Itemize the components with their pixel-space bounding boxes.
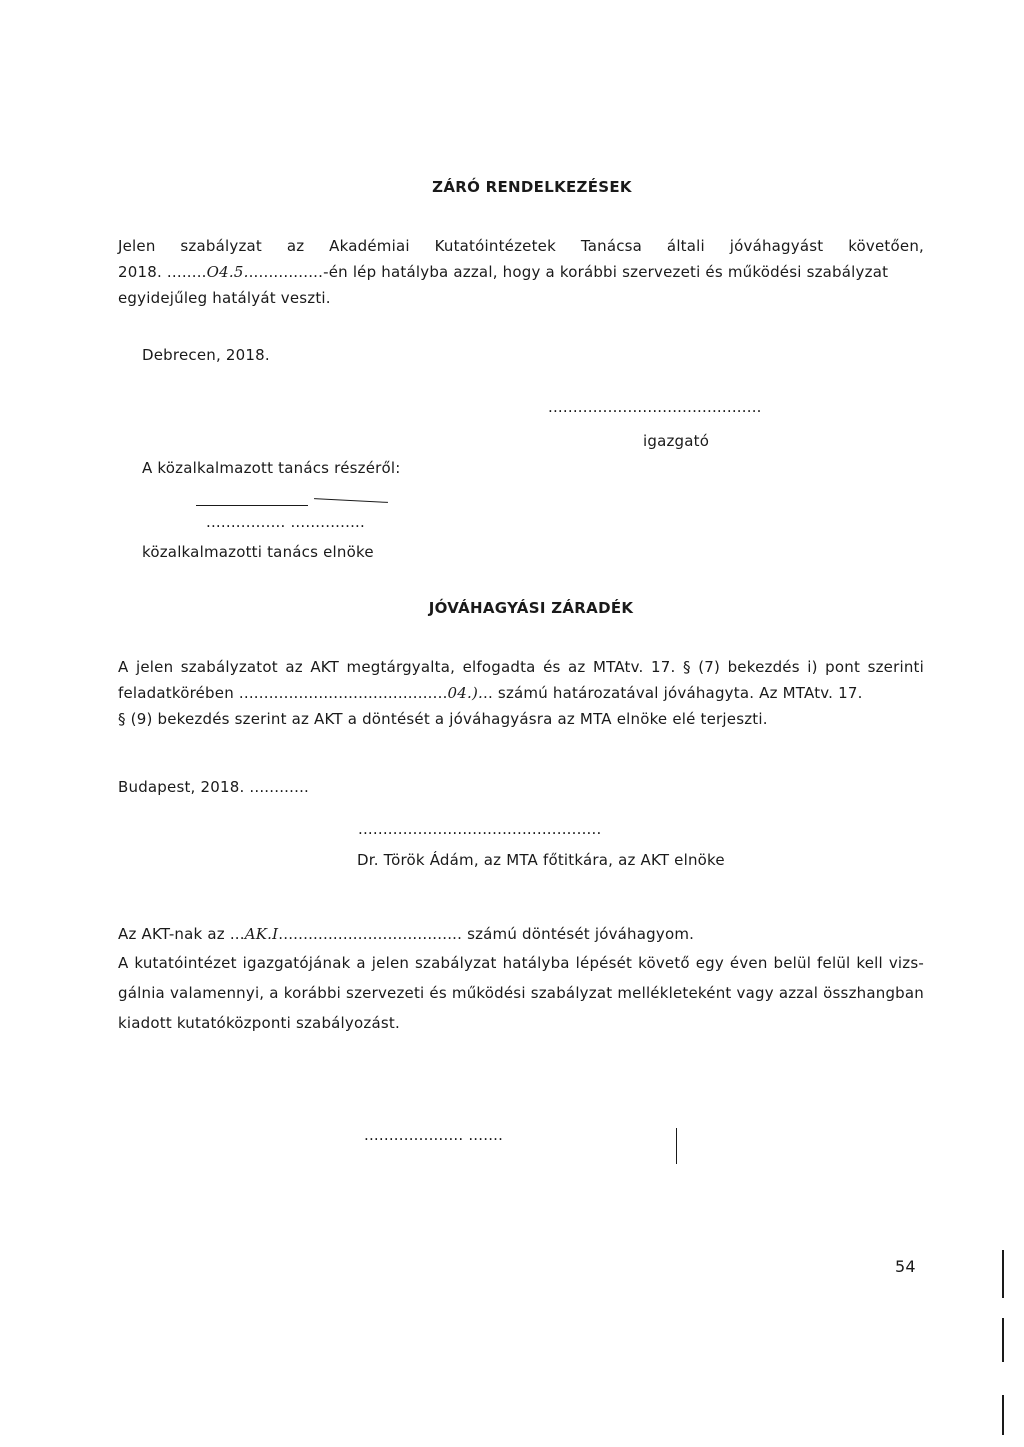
approval-line-2-suffix: .. számú határozatával jóváhagyta. Az MTAtv. 17. bbox=[483, 684, 863, 702]
signer-name: Dr. Török Ádám, az MTA főtitkára, az AKT elnöke bbox=[357, 851, 725, 869]
council-signature-stroke-2 bbox=[314, 498, 388, 503]
approval-line-2-prefix: feladatkörében .......................................... bbox=[118, 684, 448, 702]
director-title: igazgató bbox=[643, 432, 710, 450]
director-signature-dots: ........................................... bbox=[548, 398, 762, 416]
president-signature-dots: .................... ....... bbox=[364, 1126, 504, 1144]
closing-place-date: Debrecen, 2018. bbox=[142, 346, 270, 364]
council-signature-dots: ................ ............... bbox=[206, 513, 365, 531]
approval-heading: JÓVÁHAGYÁSI ZÁRADÉK bbox=[428, 599, 634, 617]
handwritten-decision-number: AK.I bbox=[244, 925, 279, 943]
scan-edge-mark bbox=[1002, 1250, 1004, 1298]
closing-line-3: egyidejűleg hatályát veszti. bbox=[118, 289, 331, 307]
approval-line-3: § (9) bekezdés szerint az AKT a döntését a jóváhagyásra az MTA elnöke elé terjeszti. bbox=[118, 710, 768, 728]
closing-line-2 bbox=[118, 259, 888, 285]
closing-heading: ZÁRÓ RENDELKEZÉSEK bbox=[432, 178, 632, 196]
handwritten-resolution-number: 04.). bbox=[447, 684, 484, 702]
akt-decision-line bbox=[118, 925, 694, 943]
final-paragraph-line-2: gálnia valamennyi, a korábbi szervezeti és működési szabályzat mellékleteként vagy azzal összhangban bbox=[118, 984, 924, 1002]
council-title: közalkalmazotti tanács elnöke bbox=[142, 543, 374, 561]
handwritten-date: O4.5. bbox=[206, 263, 249, 281]
closing-line-1: Jelen szabályzat az Akadémiai Kutatóintézetek Tanácsa általi jóváhagyást követően, bbox=[118, 237, 924, 255]
scan-edge-mark bbox=[1002, 1395, 1004, 1435]
council-signature-stroke bbox=[196, 505, 308, 506]
approval-line-2 bbox=[118, 680, 863, 706]
page-number: 54 bbox=[895, 1257, 916, 1276]
council-label: A közalkalmazott tanács részéről: bbox=[142, 459, 401, 477]
final-paragraph-line-1: A kutatóintézet igazgatójának a jelen szabályzat hatályba lépését követő egy éven belül felül kell vizs- bbox=[118, 954, 924, 972]
signature-mark bbox=[676, 1128, 677, 1164]
approval-place-date: Budapest, 2018. ............ bbox=[118, 778, 310, 796]
akt-decision-prefix: Az AKT-nak az ... bbox=[118, 925, 245, 943]
signer-signature-dots: ................................................. bbox=[358, 820, 602, 838]
akt-decision-suffix: ..................................... számú döntését jóváhagyom. bbox=[278, 925, 695, 943]
final-paragraph-line-3: kiadott kutatóközponti szabályozást. bbox=[118, 1014, 400, 1032]
closing-date-prefix: 2018. ........ bbox=[118, 263, 207, 281]
scan-edge-mark bbox=[1002, 1318, 1004, 1362]
approval-line-1: A jelen szabályzatot az AKT megtárgyalta, elfogadta és az MTAtv. 17. § (7) bekezdés i) pont szerinti bbox=[118, 658, 924, 676]
closing-date-suffix: ...............-én lép hatályba azzal, hogy a korábbi szervezeti és működési szabályzat bbox=[248, 263, 889, 281]
